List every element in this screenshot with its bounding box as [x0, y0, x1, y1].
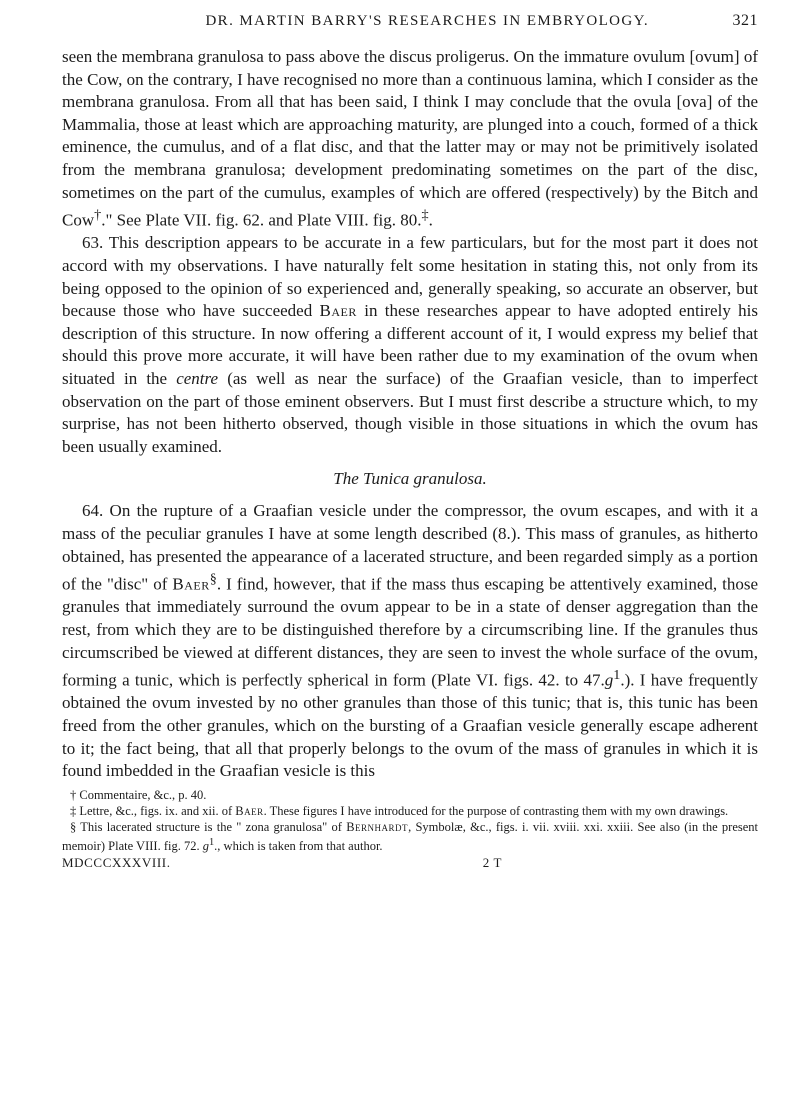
paragraph-64: 64. On the rupture of a Graafian vesicle under the compressor, the ovum escapes, and with it a mass of the peculiar granules I have at some length described (8.). This mass of granules, as hitherto obtained, has presented the appearance of a lacerated structure, and been regarded simply as a portion of the "disc" of Baer§. I find, however, that if the mass thus escaping be attentively examined, those granules that immediately surround the ovum appear to be in a state of denser aggregation than the rest, from which they are to be distinguished therefore by a circumscribing line. If the granules thus circumscribed be viewed at different distances, they are seen to invest the whole surface of the ovum, forming a tunic, which is perfectly spherical in form (Plate VI. figs. 42. to $47.g^1$.). I have frequently obtained the ovum invested by no other granules than those of this tunic; that is, this tunic has been freed from the other granules, which on the bursting of a Graafian vesicle generally escape adherent to it; the fact being, that all that properly belongs to the ovum of the mass of granules in which it is found imbedded in the Graafian vesicle is this	[62, 501, 759, 781]
footnote-section: § This lacerated structure is the " zona granulosa" of Bernhardt, Symbolæ, &c., figs. i. vii. xviii. xxi. xxiii. See also (in the present memoir) Plate VIII. fig. 72. $g^1$., which is taken from that author.	[62, 819, 759, 853]
author-name-baer: Baer	[319, 301, 357, 321]
volume-year: MDCCCXXXVIII.	[62, 854, 171, 870]
paragraph-63: 63. This description appears to be accurate in a few particulars, but for the most part it does not accord with my observations. I have naturally felt some hesitation in stating this, not only from its being opposed to the opinion of so experienced and, generally speaking, so accurate an observer, but because those who have succeeded Baer in these researches appear to have adopted entirely his description of this structure. In now offering a different account of it, I would express my belief that should this prove more accurate, it will have been rather due to my examination of the ovum when situated in the centre (as well as near the surface) of the Graafian vesicle, than to imperfect observation on the part of those eminent observers. But I must first describe a structure which, to my surprise, has not been hitherto observed, though visible in those situations in which the ovum has been usually examined.	[62, 233, 759, 456]
footnote-ref-section: §	[209, 571, 217, 588]
footnotes	[62, 787, 758, 871]
footnote-dagger: † Commentaire, &c., p. 40.	[70, 787, 207, 802]
page-number: 321	[732, 12, 758, 29]
body-text	[62, 46, 758, 783]
footnote-ref-double-dagger: ‡	[421, 207, 429, 224]
footnote-double-dagger: ‡ Lettre, &c., figs. ix. and xii. of Baer. These figures I have introduced for the purpose of contrasting them with my own drawings.	[70, 803, 729, 818]
author-name-baer: Baer	[235, 803, 264, 818]
footnote-ref-dagger: †	[94, 207, 102, 224]
figure-label-superscript: 1	[613, 667, 621, 684]
paragraph-continued: seen the membrana granulosa to pass above the discus proligerus. On the immature ovulum [ovum] of the Cow, on the contrary, I have recognised no more than a continuous lamina, which I consider as the membrana granulosa. From all that has been said, I think I may conclude that the ovula [ova] of the Mammalia, those at least which are approaching maturity, are plunged into a couch, formed of a thick eminence, the cumulus, and of a flat disc, and that the latter may or may not be primitively isolated from the membrana granulosa; development predominating sometimes on the part of the disc, sometimes on the part of the cumulus, examples of which are offered (respectively) by the Bitch and Cow†." See Plate VII. fig. 62. and Plate VIII. fig. 80.‡.	[62, 47, 758, 230]
page	[62, 12, 758, 871]
page-header	[62, 12, 758, 46]
running-title: DR. MARTIN BARRY'S RESEARCHES IN EMBRYOLOGY.	[205, 13, 650, 29]
section-heading: The Tunica granulosa.	[333, 469, 487, 489]
signature-line	[62, 854, 502, 871]
emphasis-centre: centre	[176, 368, 219, 388]
signature-mark: 2 T	[482, 854, 502, 870]
author-name-baer: Baer	[172, 574, 210, 594]
figure-label-g: g	[202, 838, 209, 853]
figure-label-g: g	[604, 670, 614, 690]
figure-label-superscript: 1	[208, 836, 215, 848]
author-name-bernhardt: Bernhardt	[346, 819, 409, 834]
